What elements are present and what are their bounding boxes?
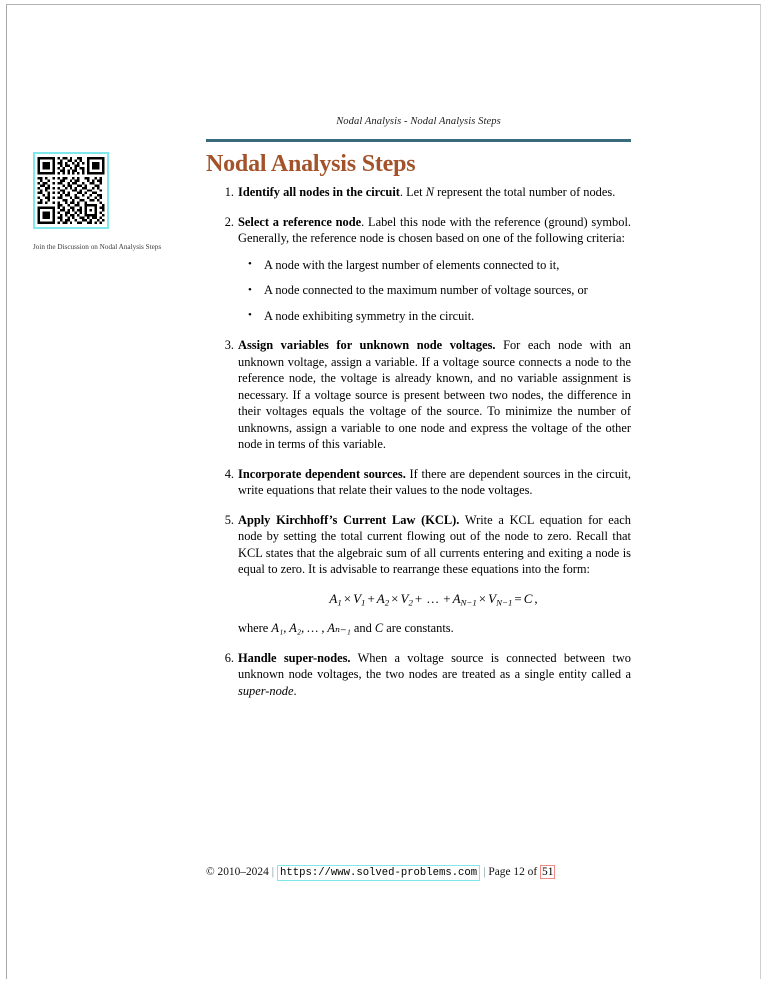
step-lead: Identify all nodes in the circuit bbox=[238, 185, 400, 200]
equation-operator: × bbox=[343, 590, 352, 606]
equation-operator: + bbox=[443, 590, 451, 606]
margin-note bbox=[33, 152, 178, 254]
step-lead: Incorporate dependent sources. bbox=[238, 466, 406, 481]
list-item bbox=[206, 337, 631, 453]
step-body: . Label this node with the reference (ground) symbol. Generally, the reference node is chosen based on one of the following criteria: bbox=[238, 214, 631, 246]
header-rule bbox=[206, 139, 631, 142]
step-body-pre: . Let bbox=[399, 185, 426, 200]
page-total: 51 bbox=[542, 866, 554, 878]
footer-separator-1: | bbox=[271, 866, 275, 878]
step-body: For each node with an unknown voltage, assign a variable. If a voltage source connects a node to the reference node, the voltage is already known, and no variable assignment is necessary. If a voltage source is present between two nodes, the difference in their voltages equals the voltage of the source. To minimize the number of unknowns, assign a variable to one node and express the voltage of the other node in terms of this variable. bbox=[238, 338, 631, 452]
step-lead: Assign variables for unknown node voltages. bbox=[238, 338, 496, 353]
equation-term: $V_1$ bbox=[353, 590, 366, 608]
qr-code[interactable] bbox=[33, 152, 109, 229]
where-constant: C bbox=[374, 621, 384, 636]
equation-term: $A_1$ bbox=[329, 590, 342, 608]
list-item: • A node exhibiting symmetry in the circuit. bbox=[238, 308, 631, 325]
page-number: 12 bbox=[513, 866, 525, 878]
where-suffix: are constants. bbox=[383, 621, 454, 636]
site-url-link[interactable]: https://www.solved-problems.com bbox=[277, 865, 480, 881]
step-emphasis: super-node bbox=[238, 683, 294, 698]
equation-operator: + bbox=[414, 590, 423, 606]
equation-operator: + bbox=[367, 590, 375, 606]
equation-operator: = bbox=[514, 590, 522, 606]
equation-term: $V_{N-1}$ bbox=[488, 590, 513, 608]
kcl-equation bbox=[238, 591, 631, 608]
equation-operator: × bbox=[478, 590, 487, 606]
footer-separator-2: | bbox=[483, 866, 486, 878]
list-item bbox=[206, 184, 631, 201]
page-title: Nodal Analysis Steps bbox=[206, 151, 416, 177]
equation-term: $A_2$ bbox=[376, 590, 390, 608]
qr-caption: Join the Discussion on Nodal Analysis Steps bbox=[33, 243, 162, 251]
step-body-post: . bbox=[293, 683, 297, 698]
criteria-list bbox=[238, 257, 631, 325]
equation-operator: × bbox=[391, 590, 399, 606]
list-item bbox=[206, 650, 631, 700]
step-body-pre: When a voltage source is connected between two unknown node voltages, the two nodes are treated as a single entity called a bbox=[238, 650, 631, 682]
equation-term: $V_2$ bbox=[400, 590, 413, 608]
page-footer bbox=[206, 863, 631, 882]
list-item bbox=[206, 466, 631, 499]
equation-where-line bbox=[238, 620, 631, 637]
qr-code-image bbox=[35, 154, 107, 227]
step-body: Write a KCL equation for each node by setting the total current flowing out of the node to zero. Recall that KCL states that the algebraic sum of all currents entering and exiting a node is equal to zero. It is advisable to rearrange these equations into the form: bbox=[238, 512, 631, 577]
step-lead: Apply Kirchhoff’s Current Law (KCL). bbox=[238, 512, 460, 527]
list-item: • A node with the largest number of elements connected to it, bbox=[238, 257, 631, 274]
running-header: Nodal Analysis - Nodal Analysis Steps bbox=[336, 116, 501, 127]
equation-ellipsis: … bbox=[426, 590, 440, 606]
list-item bbox=[206, 512, 631, 637]
list-item bbox=[206, 214, 631, 325]
step-body-post: represent the total number of nodes. bbox=[433, 185, 616, 200]
steps-list bbox=[206, 184, 631, 699]
where-symbols: A₁, A₂, … , Aₙ₋₁ bbox=[271, 621, 351, 636]
equation-term: $A_{N-1}$ bbox=[452, 590, 477, 608]
copyright-text: © 2010–2024 bbox=[206, 866, 269, 878]
where-middle: and bbox=[350, 621, 375, 636]
step-lead: Handle super-nodes. bbox=[238, 650, 351, 665]
equation-comma: , bbox=[534, 590, 538, 606]
step-body: If there are dependent sources in the circuit, write equations that relate their values to the node voltages. bbox=[238, 466, 631, 498]
step-lead: Select a reference node bbox=[238, 214, 362, 229]
list-item: • A node connected to the maximum number of voltage sources, or bbox=[238, 282, 631, 299]
of-label: of bbox=[527, 866, 538, 878]
math-symbol-n: N bbox=[425, 185, 434, 200]
page-label: Page bbox=[488, 866, 511, 878]
where-prefix: where bbox=[238, 621, 272, 636]
equation-term: C bbox=[523, 590, 533, 606]
main-content bbox=[206, 116, 631, 712]
